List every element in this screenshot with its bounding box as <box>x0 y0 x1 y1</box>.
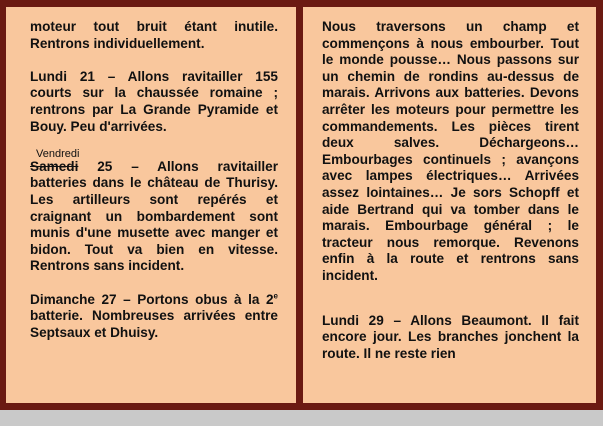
left-paragraph-3-text: 25 – Allons ravitailler batteries dans le château de Thurisy. Les artilleurs sont repérés et craignant un bombardement sont munis d'une musette avec manger et bidon. Tout va bien en vitesse. Rentrons sans incident. <box>30 158 278 274</box>
right-paragraph-2: Lundi 29 – Allons Beaumont. Il fait encore jour. Les branches jonchent la route. Il ne reste rien <box>322 312 579 361</box>
right-page <box>303 7 596 403</box>
handwritten-correction: Vendredi <box>36 147 80 160</box>
left-paragraph-2: Lundi 21 – Allons ravitailler 155 courts sur la chaussée romaine ; rentrons par La Grande Pyramide et Bouy. Peu d'arrivées. <box>30 68 278 134</box>
left-paragraph-4-end: batterie. Nombreuses arrivées entre Septsaux et Dhuisy. <box>30 308 278 340</box>
ordinal-superscript: e <box>273 290 278 300</box>
left-paragraph-3 <box>30 148 278 275</box>
left-page <box>6 7 296 403</box>
struck-word: Samedi <box>30 158 79 174</box>
left-paragraph-4-start: Dimanche 27 – Portons obus à la 2 <box>30 291 274 307</box>
left-paragraph-1: moteur tout bruit étant inutile. Rentrons individuellement. <box>30 19 278 51</box>
left-paragraph-4 <box>30 292 278 342</box>
right-paragraph-1: Nous traversons un champ et commençons à nous embourber. Tout le monde pousse… Nous passons sur un chemin de rondins au-dessus de marais. Arrivons aux batteries. Devons arrêter les moteurs pour permettre les commandements. Les pièces tirent deux salves. Déchargeons… Embourbages continuels ; avançons avec lampes électriques… Arrivées assez lointaines… Je sors Schopff et aide Bertrand qui va tomber dans le marais. Embourbage général ; le tracteur nous remorque. Revenons enfin à la route et rentrons sans incident. <box>322 19 579 283</box>
